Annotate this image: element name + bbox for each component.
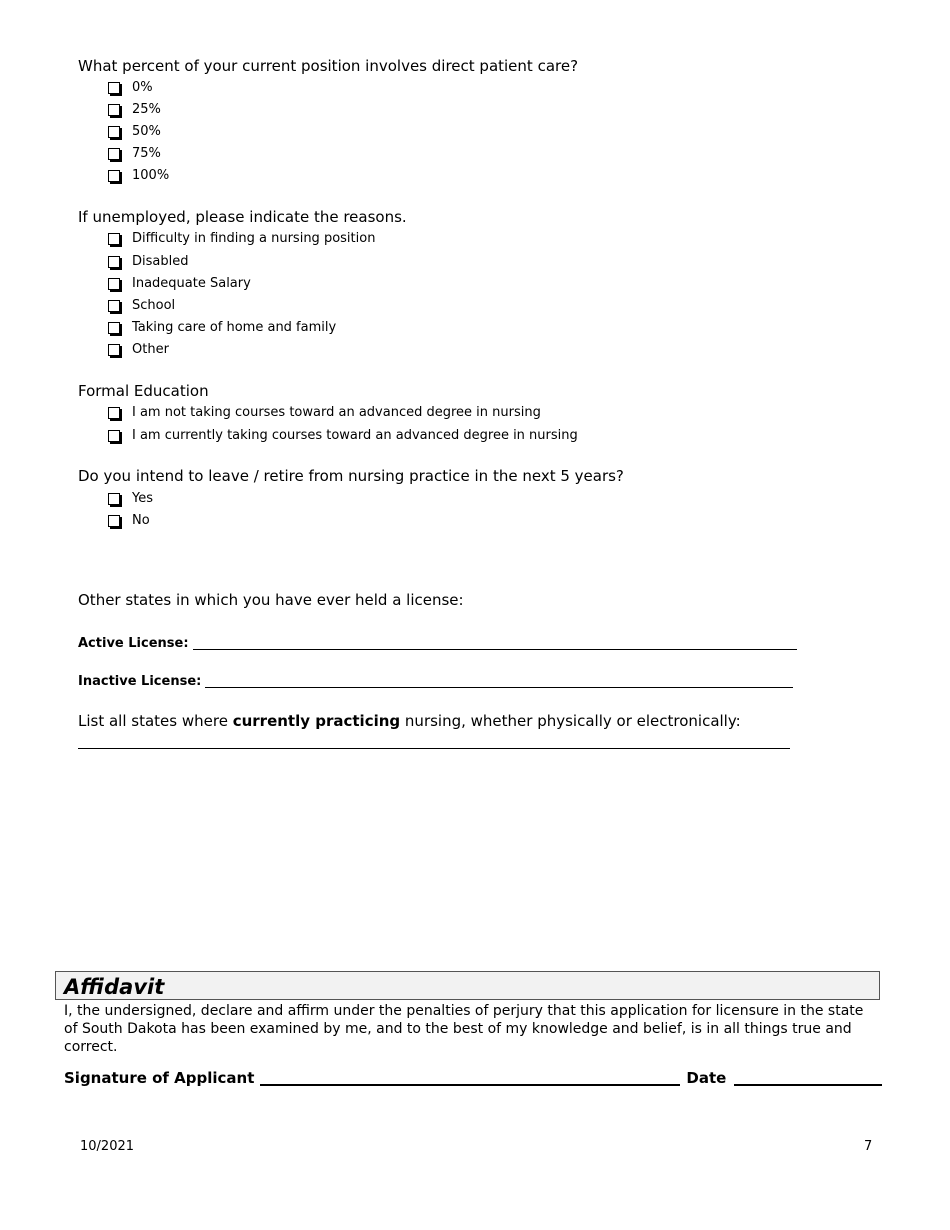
checkbox-icon[interactable]	[108, 344, 120, 356]
checkbox-icon[interactable]	[108, 148, 120, 160]
option-label: Taking care of home and family	[132, 320, 337, 335]
unemployed-option-other[interactable]	[108, 340, 169, 360]
option-label: Yes	[132, 491, 153, 506]
option-label: 0%	[132, 80, 153, 95]
option-label: I am not taking courses toward an advanced degree in nursing	[132, 405, 541, 420]
practicing-suffix: nursing, whether physically or electronically:	[400, 712, 741, 730]
option-label: Inadequate Salary	[132, 276, 251, 291]
inactive-license-field[interactable]	[205, 687, 793, 688]
checkbox-icon[interactable]	[108, 300, 120, 312]
option-label: School	[132, 298, 176, 313]
practicing-states-field[interactable]	[78, 748, 790, 749]
patient-care-option-75[interactable]	[108, 144, 161, 164]
option-label: 100%	[132, 168, 170, 183]
checkbox-icon[interactable]	[108, 515, 120, 527]
checkbox-icon[interactable]	[108, 278, 120, 290]
option-label: No	[132, 513, 150, 528]
unemployed-option-school[interactable]	[108, 296, 175, 316]
patient-care-question: What percent of your current position involves direct patient care?	[78, 57, 579, 75]
education-question: Formal Education	[78, 382, 209, 400]
option-label: Difficulty in finding a nursing position	[132, 231, 376, 246]
checkbox-icon[interactable]	[108, 493, 120, 505]
signature-row	[64, 1067, 882, 1087]
signature-label: Signature of Applicant	[64, 1069, 255, 1087]
affidavit-header	[55, 971, 880, 1000]
checkbox-icon[interactable]	[108, 256, 120, 268]
license-states-intro: Other states in which you have ever held a license:	[78, 591, 464, 609]
active-license-label: Active License:	[78, 636, 189, 651]
education-option-not-taking[interactable]	[108, 403, 541, 423]
practicing-prefix: List all states where	[78, 712, 233, 730]
checkbox-icon[interactable]	[108, 82, 120, 94]
unemployed-option-home-family[interactable]	[108, 318, 336, 338]
education-option-currently-taking[interactable]	[108, 426, 578, 446]
option-label: 50%	[132, 124, 161, 139]
patient-care-option-25[interactable]	[108, 100, 161, 120]
option-label: I am currently taking courses toward an advanced degree in nursing	[132, 428, 578, 443]
unemployed-option-salary[interactable]	[108, 274, 251, 294]
unemployed-question: If unemployed, please indicate the reasons.	[78, 208, 407, 226]
option-label: Other	[132, 342, 169, 357]
checkbox-icon[interactable]	[108, 104, 120, 116]
affidavit-text: I, the undersigned, declare and affirm under the penalties of perjury that this application for licensure in the state of South Dakota has been examined by me, and to the best of my knowledge and belief, is in all things true and correct.	[64, 1003, 864, 1055]
unemployed-option-finding-position[interactable]	[108, 229, 375, 249]
checkbox-icon[interactable]	[108, 407, 120, 419]
inactive-license-label: Inactive License:	[78, 674, 202, 689]
practicing-bold: currently practicing	[232, 712, 401, 730]
checkbox-icon[interactable]	[108, 322, 120, 334]
retire-option-yes[interactable]	[108, 489, 153, 509]
checkbox-icon[interactable]	[108, 126, 120, 138]
active-license-row	[78, 632, 797, 652]
patient-care-option-50[interactable]	[108, 122, 161, 142]
active-license-field[interactable]	[193, 649, 797, 650]
date-field[interactable]	[734, 1084, 882, 1086]
retire-question: Do you intend to leave / retire from nursing practice in the next 5 years?	[78, 467, 624, 485]
option-label: 25%	[132, 102, 161, 117]
retire-option-no[interactable]	[108, 511, 150, 531]
option-label: Disabled	[132, 254, 189, 269]
checkbox-icon[interactable]	[108, 170, 120, 182]
patient-care-option-100[interactable]	[108, 166, 169, 186]
option-label: 75%	[132, 146, 161, 161]
practicing-states-question	[78, 712, 741, 730]
date-label: Date	[686, 1069, 727, 1087]
checkbox-icon[interactable]	[108, 233, 120, 245]
page-number: 7	[864, 1139, 873, 1154]
affidavit-title: Affidavit	[64, 975, 165, 999]
inactive-license-row	[78, 670, 793, 690]
unemployed-option-disabled[interactable]	[108, 252, 188, 272]
signature-field[interactable]	[260, 1084, 680, 1086]
checkbox-icon[interactable]	[108, 430, 120, 442]
revision-date: 10/2021	[80, 1139, 135, 1154]
patient-care-option-0[interactable]	[108, 78, 153, 98]
